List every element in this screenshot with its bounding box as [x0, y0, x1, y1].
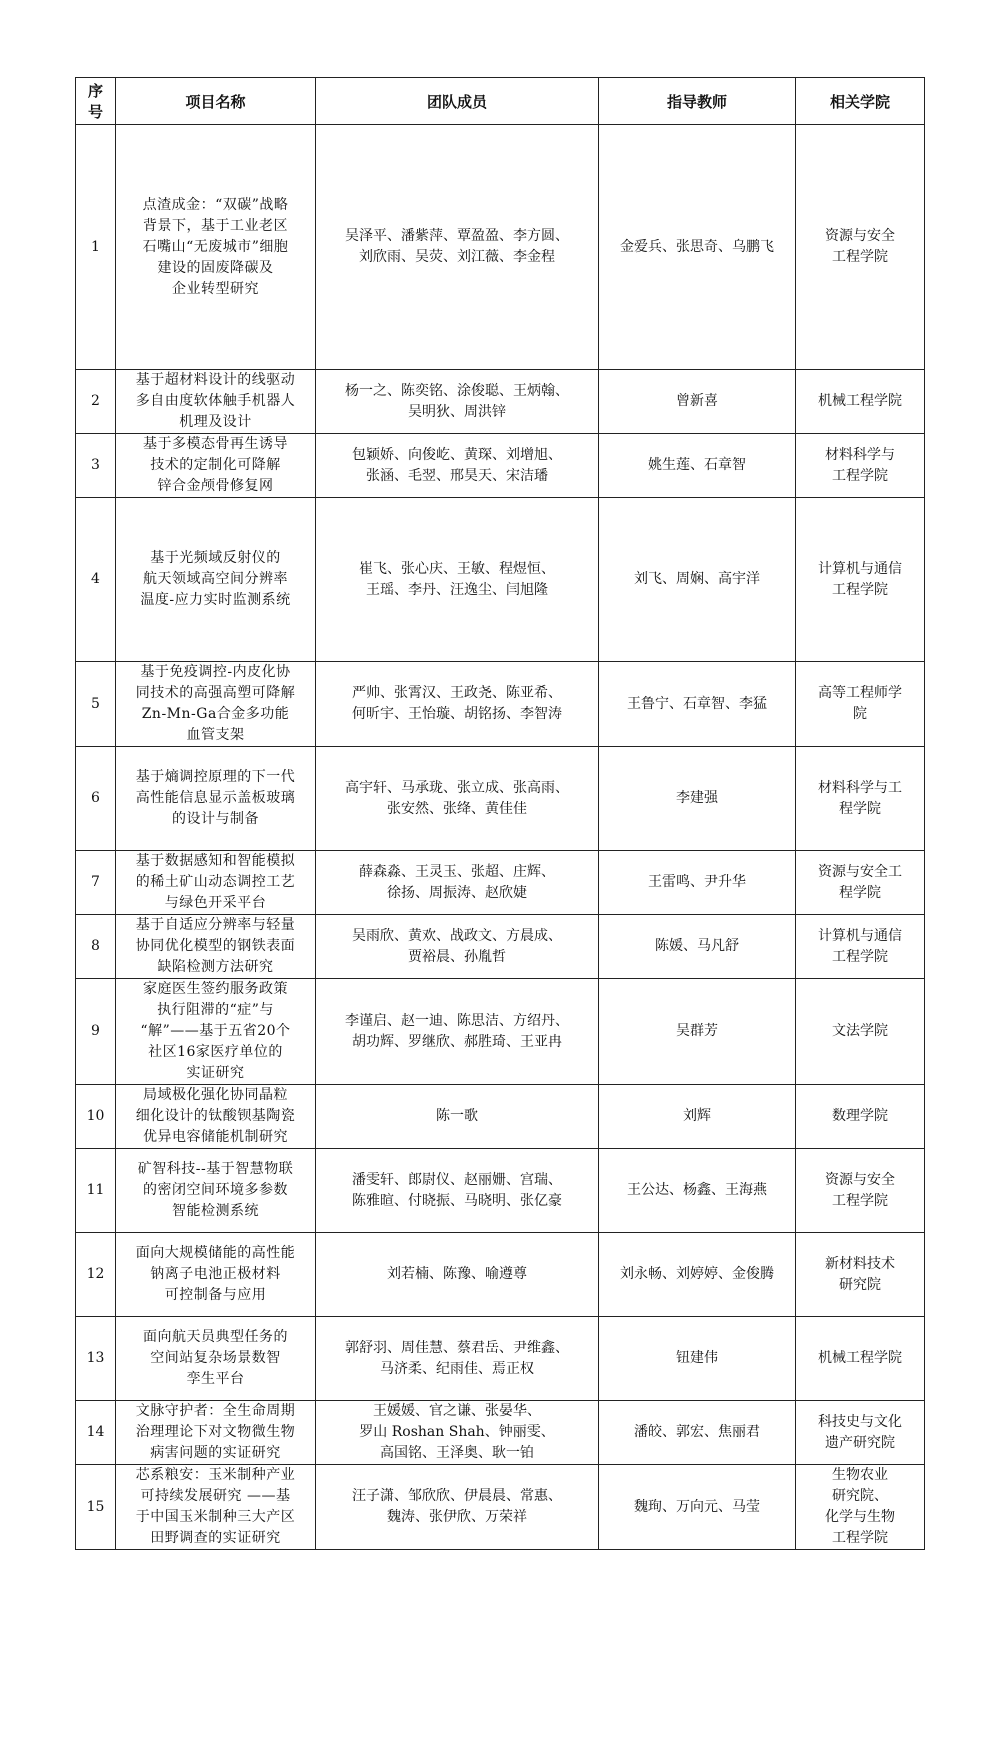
cell-seq-text: 15 [86, 1498, 105, 1515]
cell-seq [76, 1317, 116, 1401]
projects-table [75, 77, 925, 1550]
header-college: 相关学院 [796, 78, 925, 125]
cell-college [796, 1149, 925, 1233]
cell-college [796, 915, 925, 979]
cell-college [796, 498, 925, 662]
cell-seq-text: 7 [91, 874, 100, 890]
table-row [76, 1149, 925, 1233]
cell-advisors-text: 陈媛、马凡舒 [655, 938, 739, 954]
cell-advisors-text: 姚生莲、石章智 [648, 457, 746, 473]
cell-team-members-text: 王媛媛、官之谦、张晏华、 罗山 Roshan Shah、钟丽雯、 高国铭、王泽奥、耿一铂 [359, 1403, 555, 1461]
cell-team-members-text: 吴泽平、潘紫萍、覃盈盈、李方圆、 刘欣雨、吴荧、刘江薇、李金程 [345, 228, 569, 265]
cell-advisors [599, 662, 796, 747]
cell-college-text: 科技史与文化 遗产研究院 [818, 1413, 902, 1451]
cell-seq-text: 4 [91, 571, 100, 587]
cell-project-name [116, 1317, 316, 1401]
cell-project-name-text: 局域极化强化协同晶粒 细化设计的钛酸钡基陶瓷 优异电容储能机制研究 [135, 1087, 296, 1145]
cell-team-members [316, 979, 599, 1085]
cell-project-name [116, 370, 316, 434]
cell-project-name [116, 662, 316, 747]
cell-seq [76, 979, 116, 1085]
cell-college [796, 662, 925, 747]
cell-project-name [116, 1401, 316, 1465]
cell-project-name-text: 矿智科技--基于智慧物联 的密闭空间环境多参数 智能检测系统 [137, 1161, 294, 1219]
table-body [76, 125, 925, 1550]
cell-advisors-text: 钮建伟 [676, 1350, 718, 1366]
cell-team-members [316, 125, 599, 370]
cell-advisors-text: 潘皎、郭宏、焦丽君 [634, 1424, 760, 1440]
cell-team-members-text: 高宇轩、马承珑、张立成、张高雨、 张安然、张绛、黄佳佳 [345, 779, 569, 817]
cell-seq-text: 6 [91, 790, 100, 806]
cell-team-members-text: 杨一之、陈奕铭、涂俊聪、王炳翰、 吴明狄、周洪锌 [345, 382, 569, 420]
table-row [76, 1085, 925, 1149]
cell-project-name-text: 基于自适应分辨率与轻量 协同优化模型的钢铁表面 缺陷检测方法研究 [135, 917, 296, 975]
cell-project-name-text: 基于光频域反射仪的 航天领域高空间分辨率 温度-应力实时监测系统 [140, 550, 291, 608]
cell-project-name [116, 434, 316, 498]
table-row [76, 979, 925, 1085]
cell-team-members [316, 851, 599, 915]
cell-team-members-text: 刘若楠、陈豫、喻遵尊 [387, 1266, 527, 1282]
cell-college-text: 资源与安全工 程学院 [818, 863, 902, 901]
table-row [76, 1401, 925, 1465]
cell-project-name-text: 面向航天员典型任务的 空间站复杂场景数智 孪生平台 [143, 1329, 288, 1387]
cell-project-name [116, 1085, 316, 1149]
cell-college-text: 资源与安全 工程学院 [825, 228, 895, 265]
cell-project-name-text: 基于免疫调控-内皮化协 同技术的高强高塑可降解 Zn-Mn-Ga合金多功能 血管支架 [135, 664, 296, 743]
cell-seq [76, 1149, 116, 1233]
table-row [76, 915, 925, 979]
table-row [76, 747, 925, 851]
table-header-row [76, 78, 925, 125]
cell-seq-text: 9 [91, 1023, 100, 1039]
cell-seq-text: 14 [86, 1424, 105, 1440]
cell-seq [76, 125, 116, 370]
cell-team-members-text: 潘雯轩、郎尉仪、赵丽姗、宫瑞、 陈雅暄、付晓振、马晓明、张亿豪 [352, 1171, 562, 1209]
cell-advisors [599, 1149, 796, 1233]
cell-seq [76, 370, 116, 434]
cell-college [796, 1085, 925, 1149]
cell-advisors [599, 498, 796, 662]
cell-project-name [116, 1149, 316, 1233]
cell-project-name [116, 979, 316, 1085]
cell-seq [76, 1085, 116, 1149]
cell-college [796, 979, 925, 1085]
cell-project-name [116, 851, 316, 915]
cell-seq-text: 3 [91, 457, 100, 473]
cell-team-members-text: 薛森淼、王灵玉、张超、庄辉、 徐扬、周振涛、赵欣婕 [359, 863, 555, 901]
cell-advisors [599, 370, 796, 434]
cell-team-members [316, 662, 599, 747]
cell-college [796, 851, 925, 915]
table-row [76, 851, 925, 915]
table-row [76, 498, 925, 662]
cell-seq-text: 13 [86, 1350, 105, 1366]
cell-advisors [599, 915, 796, 979]
cell-team-members-text: 陈一歌 [436, 1108, 478, 1124]
cell-project-name [116, 498, 316, 662]
cell-team-members [316, 1149, 599, 1233]
cell-team-members-text: 崔飞、张心庆、王敏、程煜恒、 王瑶、李丹、汪逸尘、闫旭隆 [359, 560, 555, 598]
cell-advisors-text: 金爱兵、张思奇、乌鹏飞 [620, 238, 774, 255]
cell-seq-text: 12 [86, 1266, 105, 1282]
cell-college-text: 机械工程学院 [818, 393, 902, 409]
cell-seq [76, 851, 116, 915]
cell-team-members-text: 吴雨欣、黄欢、战政文、方晨成、 贾裕晨、孙胤哲 [352, 927, 562, 965]
cell-team-members-text: 包颖娇、向俊屹、黄琛、刘增旭、 张涵、毛翌、邢昊天、宋洁璠 [352, 446, 562, 484]
cell-college-text: 材料科学与工 程学院 [818, 779, 902, 817]
cell-college-text: 新材料技术 研究院 [825, 1255, 895, 1293]
cell-advisors-text: 刘永畅、刘婷婷、金俊腾 [620, 1266, 774, 1282]
cell-advisors-text: 王鲁宁、石章智、李猛 [627, 695, 767, 712]
cell-college-text: 文法学院 [832, 1023, 888, 1039]
cell-advisors [599, 979, 796, 1085]
header-advisors: 指导教师 [599, 78, 796, 125]
cell-team-members-text: 郭舒羽、周佳慧、蔡君岳、尹维鑫、 马济柔、纪雨佳、焉正权 [345, 1339, 569, 1377]
table-row [76, 1317, 925, 1401]
cell-advisors [599, 1085, 796, 1149]
cell-project-name-text: 点渣成金：“双碳”战略 背景下，基于工业老区 石嘴山“无废城市”细胞 建设的固废降碳及 企业转型研究 [142, 196, 289, 297]
cell-team-members-text: 汪子潇、邹欣欣、伊晨晨、常惠、 魏涛、张伊欣、万荣祥 [352, 1488, 562, 1525]
cell-project-name [116, 747, 316, 851]
cell-college-text: 计算机与通信 工程学院 [818, 927, 902, 965]
cell-college-text: 数理学院 [832, 1108, 888, 1124]
cell-advisors [599, 125, 796, 370]
cell-advisors [599, 1233, 796, 1317]
table-row [76, 662, 925, 747]
cell-seq [76, 1233, 116, 1317]
cell-team-members [316, 1233, 599, 1317]
cell-seq [76, 915, 116, 979]
cell-team-members [316, 1401, 599, 1465]
cell-project-name-text: 家庭医生签约服务政策 执行阻滞的“症”与 “解”——基于五省20个 社区16家医疗单位的 实证研究 [140, 981, 291, 1081]
cell-seq-text: 10 [86, 1108, 105, 1124]
cell-college-text: 计算机与通信 工程学院 [818, 560, 902, 598]
cell-advisors [599, 851, 796, 915]
cell-seq [76, 1465, 116, 1550]
cell-college [796, 1233, 925, 1317]
cell-advisors [599, 1465, 796, 1550]
table-row [76, 1465, 925, 1550]
cell-college [796, 747, 925, 851]
cell-seq-text: 1 [91, 238, 100, 255]
cell-advisors-text: 王公达、杨鑫、王海燕 [627, 1182, 767, 1198]
cell-college-text: 高等工程师学 院 [818, 685, 902, 722]
cell-advisors-text: 刘辉 [683, 1108, 711, 1124]
projects-table-wrapper [75, 77, 924, 1550]
cell-team-members-text: 李谨启、赵一迪、陈思洁、方绍丹、 胡功辉、罗继欣、郝胜琦、王亚冉 [345, 1012, 569, 1050]
table-row [76, 1233, 925, 1317]
cell-project-name [116, 125, 316, 370]
cell-college [796, 370, 925, 434]
cell-team-members [316, 434, 599, 498]
cell-team-members [316, 1085, 599, 1149]
cell-advisors-text: 魏珣、万向元、马莹 [634, 1498, 760, 1515]
header-project-name: 项目名称 [116, 78, 316, 125]
cell-seq-text: 2 [91, 393, 100, 409]
cell-seq [76, 747, 116, 851]
cell-seq [76, 498, 116, 662]
cell-advisors-text: 曾新喜 [676, 393, 718, 409]
cell-college-text: 机械工程学院 [818, 1350, 902, 1366]
cell-team-members [316, 370, 599, 434]
cell-college [796, 1401, 925, 1465]
table-row [76, 125, 925, 370]
cell-project-name-text: 基于熵调控原理的下一代 高性能信息显示盖板玻璃 的设计与制备 [135, 769, 296, 827]
cell-project-name-text: 芯系粮安：玉米制种产业 可持续发展研究 ——基 于中国玉米制种三大产区 田野调查的实证研究 [135, 1467, 296, 1546]
table-row [76, 434, 925, 498]
cell-seq [76, 434, 116, 498]
cell-project-name-text: 基于多模态骨再生诱导 技术的定制化可降解 锌合金颅骨修复网 [143, 436, 288, 494]
cell-team-members [316, 915, 599, 979]
cell-team-members [316, 1465, 599, 1550]
cell-college-text: 资源与安全 工程学院 [825, 1171, 895, 1209]
cell-team-members-text: 严帅、张霄汉、王政尧、陈亚希、 何昕宇、王怡璇、胡铭扬、李智涛 [352, 685, 562, 722]
cell-college [796, 434, 925, 498]
cell-seq-text: 5 [91, 695, 100, 712]
cell-project-name-text: 文脉守护者：全生命周期 治理理论下对文物微生物 病害问题的实证研究 [135, 1403, 296, 1461]
cell-team-members [316, 498, 599, 662]
cell-seq [76, 1401, 116, 1465]
cell-project-name-text: 基于数据感知和智能模拟 的稀土矿山动态调控工艺 与绿色开采平台 [135, 853, 296, 911]
cell-college [796, 1317, 925, 1401]
table-row [76, 370, 925, 434]
cell-project-name-text: 面向大规模储能的高性能 钠离子电池正极材料 可控制备与应用 [135, 1245, 296, 1303]
cell-advisors-text: 李建强 [676, 790, 718, 806]
cell-team-members [316, 1317, 599, 1401]
cell-project-name [116, 1233, 316, 1317]
cell-project-name [116, 1465, 316, 1550]
cell-advisors-text: 吴群芳 [676, 1023, 718, 1039]
cell-seq-text: 8 [91, 938, 100, 954]
cell-college-text: 生物农业 研究院、 化学与生物 工程学院 [825, 1467, 895, 1546]
cell-college [796, 125, 925, 370]
cell-advisors [599, 1401, 796, 1465]
cell-seq [76, 662, 116, 747]
cell-advisors [599, 434, 796, 498]
header-seq: 序号 [76, 78, 116, 125]
cell-advisors [599, 747, 796, 851]
header-team-members: 团队成员 [316, 78, 599, 125]
cell-team-members [316, 747, 599, 851]
cell-advisors-text: 王雷鸣、尹升华 [648, 874, 746, 890]
cell-project-name-text: 基于超材料设计的线驱动 多自由度软体触手机器人 机理及设计 [135, 372, 296, 430]
cell-seq-text: 11 [86, 1182, 105, 1198]
cell-college-text: 材料科学与 工程学院 [825, 446, 895, 484]
cell-college [796, 1465, 925, 1550]
cell-advisors-text: 刘飞、周娴、高宇洋 [634, 571, 760, 587]
cell-project-name [116, 915, 316, 979]
cell-advisors [599, 1317, 796, 1401]
